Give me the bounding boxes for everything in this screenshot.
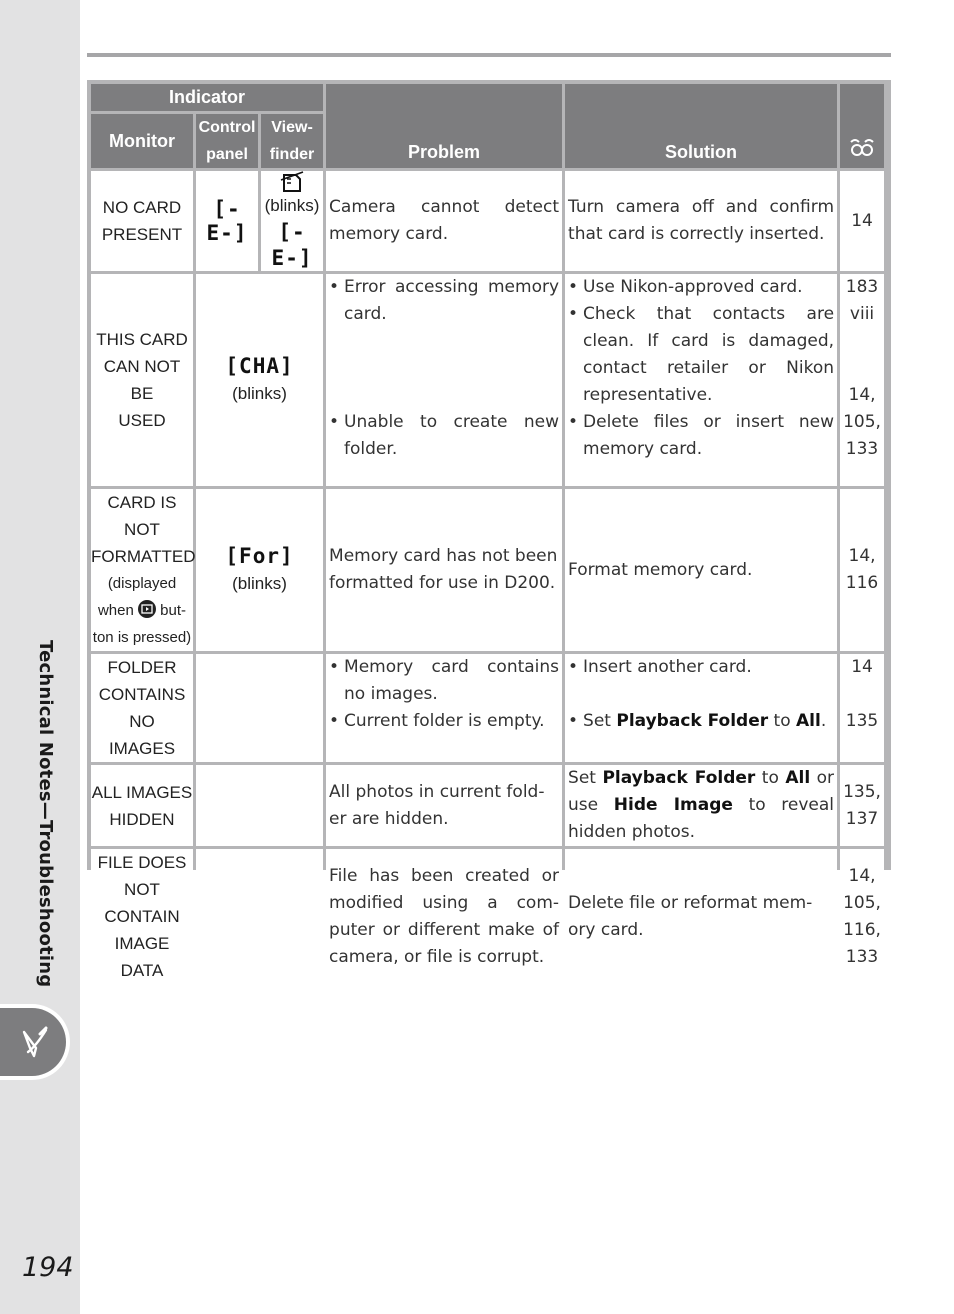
problem-cell <box>326 274 562 486</box>
solution-text: Turn camera off and confirm that card is correctly inserted. <box>565 171 837 271</box>
monitor-line: PRESENT <box>101 225 183 244</box>
page-ref: 14, <box>848 385 876 405</box>
page-ref-cell <box>840 274 884 486</box>
monitor-note-text: when <box>97 602 134 619</box>
monitor-line: CONTAIN <box>104 907 180 926</box>
monitor-line: CAN NOT BE <box>103 357 181 403</box>
page-ref: 14 <box>840 171 884 271</box>
monitor-line: NOT <box>124 880 160 899</box>
monitor-line: IMAGES <box>108 739 176 758</box>
monitor-message <box>91 765 193 846</box>
indicator-cell-empty <box>196 654 323 762</box>
monitor-note-line: ton is pressed) <box>92 629 192 646</box>
page-ref: 14, <box>848 865 876 886</box>
viewfinder-cell <box>261 171 323 271</box>
page-ref: 105, <box>843 412 881 432</box>
solution-cell <box>565 274 837 486</box>
indicator-cell <box>196 274 323 486</box>
solution-item: • Check that contacts are clean. If card is damaged, contact retailer or Nikon representative. <box>568 301 834 409</box>
monitor-message <box>91 654 193 762</box>
solution-text: to reveal hidden photos. <box>568 795 835 842</box>
page-ref-cell <box>840 654 884 762</box>
page-reference-icon <box>849 136 875 158</box>
solution-text: to <box>768 711 797 731</box>
page-ref: viii <box>849 304 875 324</box>
indicator-cell-empty <box>196 849 323 984</box>
problem-item: • Error accessing memory card. <box>329 274 559 409</box>
page-ref-cell <box>840 489 884 651</box>
problem-text: File has been created or modified using a com-puter or different make of camera, or file is corrupt. <box>326 849 562 984</box>
page-ref: 105, <box>843 892 881 913</box>
section-title: Technical Notes—Troubleshooting <box>35 640 56 988</box>
monitor-line: CONTAINS NO <box>98 685 186 731</box>
page-ref: 133 <box>845 946 879 967</box>
page-ref: 116 <box>845 573 879 593</box>
indicator-cell <box>196 489 323 651</box>
monitor-line: NO CARD <box>102 198 182 217</box>
monitor-message <box>91 849 193 984</box>
troubleshooting-table <box>87 80 891 980</box>
table-row <box>91 274 884 486</box>
page-ref: 135, <box>843 781 881 802</box>
header-solution: Solution <box>565 84 837 168</box>
solution-item <box>568 708 834 735</box>
menu-item-name: Playback Folder <box>602 768 756 788</box>
header-problem: Problem <box>326 84 562 168</box>
pen-wrench-icon <box>20 1026 50 1060</box>
viewfinder-code: [-E-] <box>271 220 313 270</box>
monitor-line: ALL IMAGES <box>91 782 193 802</box>
monitor-note <box>91 570 193 651</box>
monitor-line: FORMATTED <box>91 547 196 566</box>
menu-option-name: All <box>796 711 821 731</box>
monitor-message <box>91 171 193 271</box>
menu-item-name: Hide Image <box>613 795 733 815</box>
indicator-code: [CHA] <box>225 354 294 378</box>
monitor-note-text: but- <box>160 602 187 619</box>
page-ref: 116, <box>843 919 881 940</box>
indicator-cell-empty <box>196 765 323 846</box>
page-ref-cell <box>840 765 884 846</box>
monitor-note-line <box>91 597 193 624</box>
problem-text: Memory card has not been formatted for use in D200. <box>326 489 562 651</box>
solution-cell <box>565 654 837 762</box>
header-page <box>840 84 884 168</box>
top-rule <box>87 53 891 57</box>
monitor-message <box>91 274 193 486</box>
playback-button-icon <box>138 600 156 618</box>
table-row <box>91 171 884 271</box>
problem-text: All photos in current fold-er are hidden. <box>326 765 562 846</box>
solution-cell <box>565 765 837 846</box>
table-row <box>91 489 884 651</box>
header-monitor: Monitor <box>91 114 193 168</box>
page-number: 194 <box>22 1252 74 1283</box>
monitor-line: HIDDEN <box>109 809 175 829</box>
menu-item-name: Playback Folder <box>616 711 769 731</box>
page-ref: 137 <box>845 808 879 829</box>
header-indicator: Indicator <box>91 84 323 111</box>
monitor-line: FILE DOES <box>97 853 187 872</box>
page-ref: 183 <box>845 277 879 297</box>
solution-text: . <box>820 711 827 731</box>
page-ref: 133 <box>845 439 879 459</box>
monitor-line: THIS CARD <box>96 330 188 349</box>
monitor-line: USED <box>118 411 166 430</box>
problem-item: • Unable to create new folder. <box>329 409 559 463</box>
problem-item: • Current folder is empty. <box>329 708 559 735</box>
page-ref: 135 <box>845 711 879 731</box>
control-panel-code: [-E-] <box>206 197 248 245</box>
table-row <box>91 654 884 762</box>
header-viewfinder-line1: View- <box>271 119 313 136</box>
problem-text: Camera cannot detect memory card. <box>326 171 562 271</box>
monitor-line: FOLDER <box>107 658 177 677</box>
solution-text: Set <box>583 711 617 731</box>
monitor-line: CARD IS NOT <box>107 493 177 539</box>
no-card-icon <box>279 171 305 193</box>
table-row <box>91 849 884 984</box>
monitor-message <box>91 489 196 651</box>
header-control-panel <box>196 114 258 168</box>
viewfinder-blinks: (blinks) <box>264 196 320 215</box>
control-panel-cell <box>196 171 258 271</box>
problem-cell <box>326 654 562 762</box>
page-ref: 14 <box>851 657 873 677</box>
header-viewfinder <box>261 114 323 168</box>
solution-item: • Insert another card. <box>568 654 834 708</box>
header-viewfinder-line2: finder <box>269 146 315 163</box>
header-control-panel-line1: Control <box>198 119 256 136</box>
indicator-blinks: (blinks) <box>232 384 287 403</box>
header-control-panel-line2: panel <box>206 146 248 163</box>
indicator-blinks: (blinks) <box>232 574 287 593</box>
solution-item: • Use Nikon-approved card. <box>568 274 834 301</box>
solution-text: Delete file or reformat mem-ory card. <box>565 849 837 984</box>
solution-text: to <box>755 768 786 788</box>
solution-text: or use <box>568 768 835 815</box>
solution-text: Set <box>568 768 603 788</box>
solution-text: Format memory card. <box>565 489 837 651</box>
solution-item: • Delete files or insert new memory card. <box>568 409 834 463</box>
page-ref-cell <box>840 849 884 984</box>
menu-option-name: All <box>785 768 811 788</box>
monitor-line: IMAGE DATA <box>114 934 170 980</box>
monitor-note-line: (displayed <box>107 575 177 592</box>
page-ref: 14, <box>848 546 876 566</box>
indicator-code: [For] <box>225 544 294 568</box>
problem-item: • Memory card contains no images. <box>329 654 559 708</box>
table-row <box>91 765 884 846</box>
